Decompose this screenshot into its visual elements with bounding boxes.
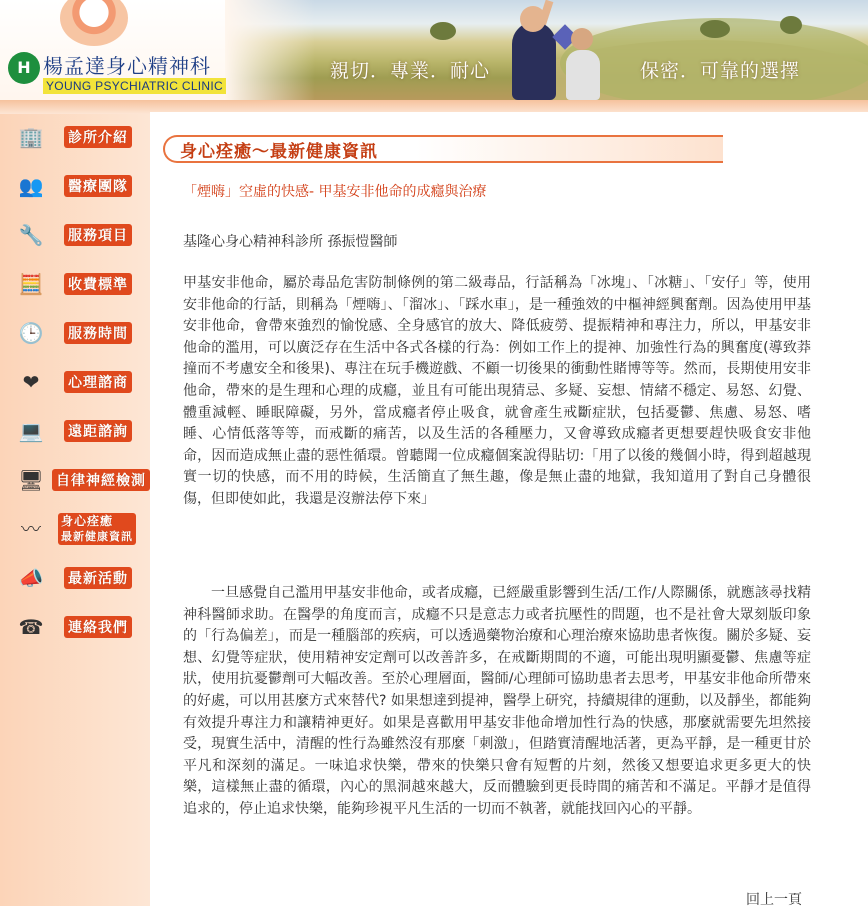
sidebar-item-label: 服務項目 — [64, 224, 132, 246]
building-icon: 🏢 — [18, 125, 44, 149]
sidebar-item-label: 收費標準 — [64, 273, 132, 295]
slogan-left: 親切．專業．耐心 — [330, 60, 491, 82]
sidebar-item-autonomic-test[interactable] — [10, 460, 145, 500]
clinic-name-english: YOUNG PSYCHIATRIC CLINIC — [43, 78, 226, 94]
section-title: 身心痊癒～最新健康資訊 — [180, 142, 378, 162]
sidebar-item-label: 遠距諮詢 — [64, 420, 132, 442]
phone-icon: ☎ — [18, 615, 44, 639]
swirl-icon: 〰 — [21, 517, 41, 541]
article-author: 基隆心身心精神科診所 孫振愷醫師 — [183, 234, 398, 250]
child-head — [571, 28, 593, 50]
child-head — [520, 6, 546, 32]
banner-tree — [780, 16, 802, 34]
logo-swirl-icon — [60, 0, 128, 46]
banner-tree — [430, 22, 456, 40]
sidebar-item-label: 服務時間 — [64, 322, 132, 344]
sidebar-item-label: 診所介紹 — [64, 126, 132, 148]
article-paragraph: 一旦感覺自己濫用甲基安非他命，或者成癮，已經嚴重影響到生活/工作/人際關係，就應該尋找精神科醫師求助。在醫學的角度而言，成癮不只是意志力或者抗壓性的問題，也不是社會大眾刻版印象的「行為偏差」，而是一種腦部的疾病，可以透過藥物治療和心理治療來協助患者恢復。關於多疑、妄想、幻覺等症狀，使用精神安定劑可以改善許多，在戒斷期間的不適，可能出現明顯憂鬱、焦慮等症狀，使用抗憂鬱劑可大幅改善。至於心理層面，醫師/心理師可協助患者去思考，甲基安非他命所帶來的好處，可以用甚麼方式來替代? 如果想達到提神，醫學上研究，持續規律的運動，以及靜坐，都能夠有效提升專注力和讓精神更好。如果是喜歡用甲基安非他命增加性行為的快感，那麼就需要先坦然接受，現實生活中，清醒的性行為雖然沒有那麼「刺激」，但踏實清醒地活著，更為平靜，是一種更甘於平凡和深刻的滿足。一味追求快樂，帶來的快樂只會有短暫的片刻，然後又想要追求更多更大的快樂，這樣無止盡的循環，內心的黑洞越來越大，反而體驗到更長時間的痛苦和不滿足。平靜才是值得追求的，停止追求快樂，能夠珍視平凡生活的一切而不執著，就能找回內心的平靜。 — [183, 585, 811, 817]
site-header — [0, 0, 868, 100]
sidebar-item-label-line2: 最新健康資訊 — [61, 530, 133, 543]
clock-icon: 🕒 — [18, 321, 44, 345]
sidebar-item-remote[interactable] — [10, 411, 145, 451]
network-icon: 💻 — [18, 419, 44, 443]
sidebar-item-label: 醫療團隊 — [64, 175, 132, 197]
sidebar-item-label: 連絡我們 — [64, 616, 132, 638]
banner-tree — [700, 20, 730, 38]
megaphone-icon: 📣 — [18, 566, 44, 590]
banner-fade — [225, 0, 315, 100]
sidebar-item-about[interactable] — [10, 117, 145, 157]
sidebar-item-contact[interactable] — [10, 607, 145, 647]
slogan-right: 保密．可靠的選擇 — [640, 60, 801, 82]
sidebar-item-label-line1: 身心痊癒 — [61, 514, 114, 528]
sidebar-item-label — [58, 513, 136, 545]
sidebar-item-label: 自律神經檢測 — [52, 469, 150, 491]
monitor-icon: 🖥 — [18, 468, 44, 492]
wrench-icon: 🔧 — [18, 223, 44, 247]
team-icon: 👥 — [18, 174, 44, 198]
child-figure — [566, 50, 600, 100]
sidebar-item-fees[interactable] — [10, 264, 145, 304]
sidebar-item-team[interactable] — [10, 166, 145, 206]
back-link[interactable]: 回上一頁 — [746, 892, 802, 906]
sidebar-item-services[interactable] — [10, 215, 145, 255]
sidebar-item-events[interactable] — [10, 558, 145, 598]
child-figure — [512, 22, 556, 100]
sidebar-item-label: 最新活動 — [64, 567, 132, 589]
article-title: 「煙嗨」空虛的快感- 甲基安非他命的成癮與治療 — [183, 184, 487, 200]
calculator-icon: 🧮 — [18, 272, 44, 296]
clinic-name[interactable]: 楊孟達身心精神科 — [43, 54, 211, 78]
sidebar-item-health-news[interactable] — [10, 509, 145, 553]
article-paragraph: 甲基安非他命，屬於毒品危害防制條例的第二級毒品，行話稱為「冰塊」、「冰糖」、「安仔」等，使用安非他命的行話，則稱為「煙嗨」、「溜冰」、「踩水車」，是一種強效的中樞神經興奮劑。因為使用甲基安非他命，會帶來強烈的愉悅感、全身感官的放大、降低疲勞、提振精神和專注力，所以，甲基安非他命的濫用，可以廣泛存在生活中各式各樣的行為：例如工作上的提神、加強性行為的興奮度(導致莽撞而不考慮安全和後果)、專注在玩手機遊戲、不顧一切後果的衝動性賭博等等。然而，長期使用安非他命，帶來的是生理和心理的成癮，並且有可能出現猜忌、多疑、妄想、情緒不穩定、易怒、幻覺、體重減輕、睡眠障礙，另外，當成癮者停止吸食，就會產生戒斷症狀，包括憂鬱、焦慮、易怒、嗜睡、心情低落等等，而戒斷的痛苦，以及生活的各種壓力，又會導致成癮者更想要趕快吸食安非他命，因而造成無止盡的惡性循環。曾聽聞一位成癮個案說得貼切:「用了以後的幾個小時，得到超越現實一切的快感，而不用的時候，生活簡直了無生趣，像是無止盡的地獄，我知道用了對自己身體很傷，但即使如此，我還是沒辦法停下來」 — [183, 275, 811, 507]
sidebar-item-counseling[interactable] — [10, 362, 145, 402]
sidebar-item-label: 心理諮商 — [64, 371, 132, 393]
clinic-logo-icon[interactable]: H — [8, 52, 40, 84]
sidebar-item-hours[interactable] — [10, 313, 145, 353]
heart-bag-icon: ❤ — [22, 370, 40, 394]
